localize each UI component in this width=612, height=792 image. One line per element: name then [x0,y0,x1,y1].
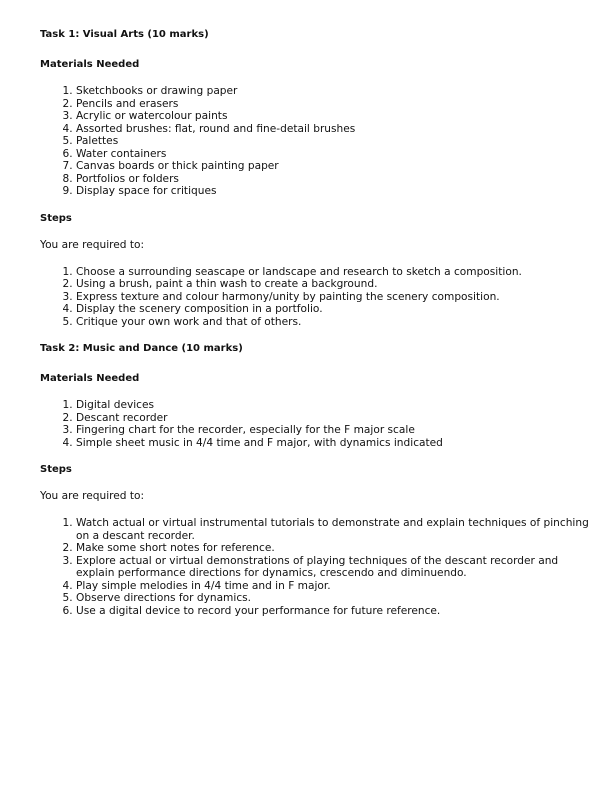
list-item: 3. Express texture and colour harmony/unity by painting the scenery composition. [76,291,592,304]
list-item: 5. Observe directions for dynamics. [76,592,592,605]
list-item: 1. Digital devices [76,399,592,412]
list-item: 3. Explore actual or virtual demonstrations of playing techniques of the descant recorder and explain performance directions for dynamics, crescendo and diminuendo. [76,555,592,580]
list-item: 2. Pencils and erasers [76,98,592,111]
list-item: 3. Fingering chart for the recorder, especially for the F major scale [76,424,592,437]
list-item: 9. Display space for critiques [76,185,592,198]
list-item: 1. Watch actual or virtual instrumental tutorials to demonstrate and explain techniques of pinching on a descant recorder. [76,517,592,542]
list-item: 1. Sketchbooks or drawing paper [76,85,592,98]
task-2-steps-heading: Steps [40,464,72,475]
list-item: 5. Palettes [76,135,592,148]
list-item: 6. Use a digital device to record your performance for future reference. [76,605,592,618]
list-item: 7. Canvas boards or thick painting paper [76,160,592,173]
task-2-materials-heading: Materials Needed [40,373,140,384]
list-item: 1. Choose a surrounding seascape or landscape and research to sketch a composition. [76,266,592,279]
task-1-steps-list [40,266,592,329]
list-item: 4. Play simple melodies in 4/4 time and in F major. [76,580,592,593]
task-2-steps-intro: You are required to: [40,490,145,502]
list-item: 3. Acrylic or watercolour paints [76,110,592,123]
list-item: 2. Descant recorder [76,412,592,425]
list-item: 6. Water containers [76,148,592,161]
task-2-materials-list [40,399,592,449]
list-item: 5. Critique your own work and that of others. [76,316,592,329]
list-item: 8. Portfolios or folders [76,173,592,186]
task-1-steps-heading: Steps [40,212,72,224]
task-1-materials-list [40,85,592,198]
list-item: 2. Make some short notes for reference. [76,542,592,555]
list-item: 2. Using a brush, paint a thin wash to create a background. [76,278,592,291]
task-1-section [40,28,592,328]
list-item: 4. Display the scenery composition in a portfolio. [76,303,592,316]
task-1-materials-heading: Materials Needed [40,59,140,70]
task-1-steps-intro: You are required to: [40,238,145,251]
list-item: 4. Assorted brushes: flat, round and fine-detail brushes [76,123,592,136]
task-2-steps-list [40,517,592,617]
list-item: 4. Simple sheet music in 4/4 time and F major, with dynamics indicated [76,437,592,450]
task-2-title: Task 2: Music and Dance (10 marks) [40,343,243,354]
task-2-section [40,342,592,617]
task-1-title: Task 1: Visual Arts (10 marks) [40,29,209,40]
